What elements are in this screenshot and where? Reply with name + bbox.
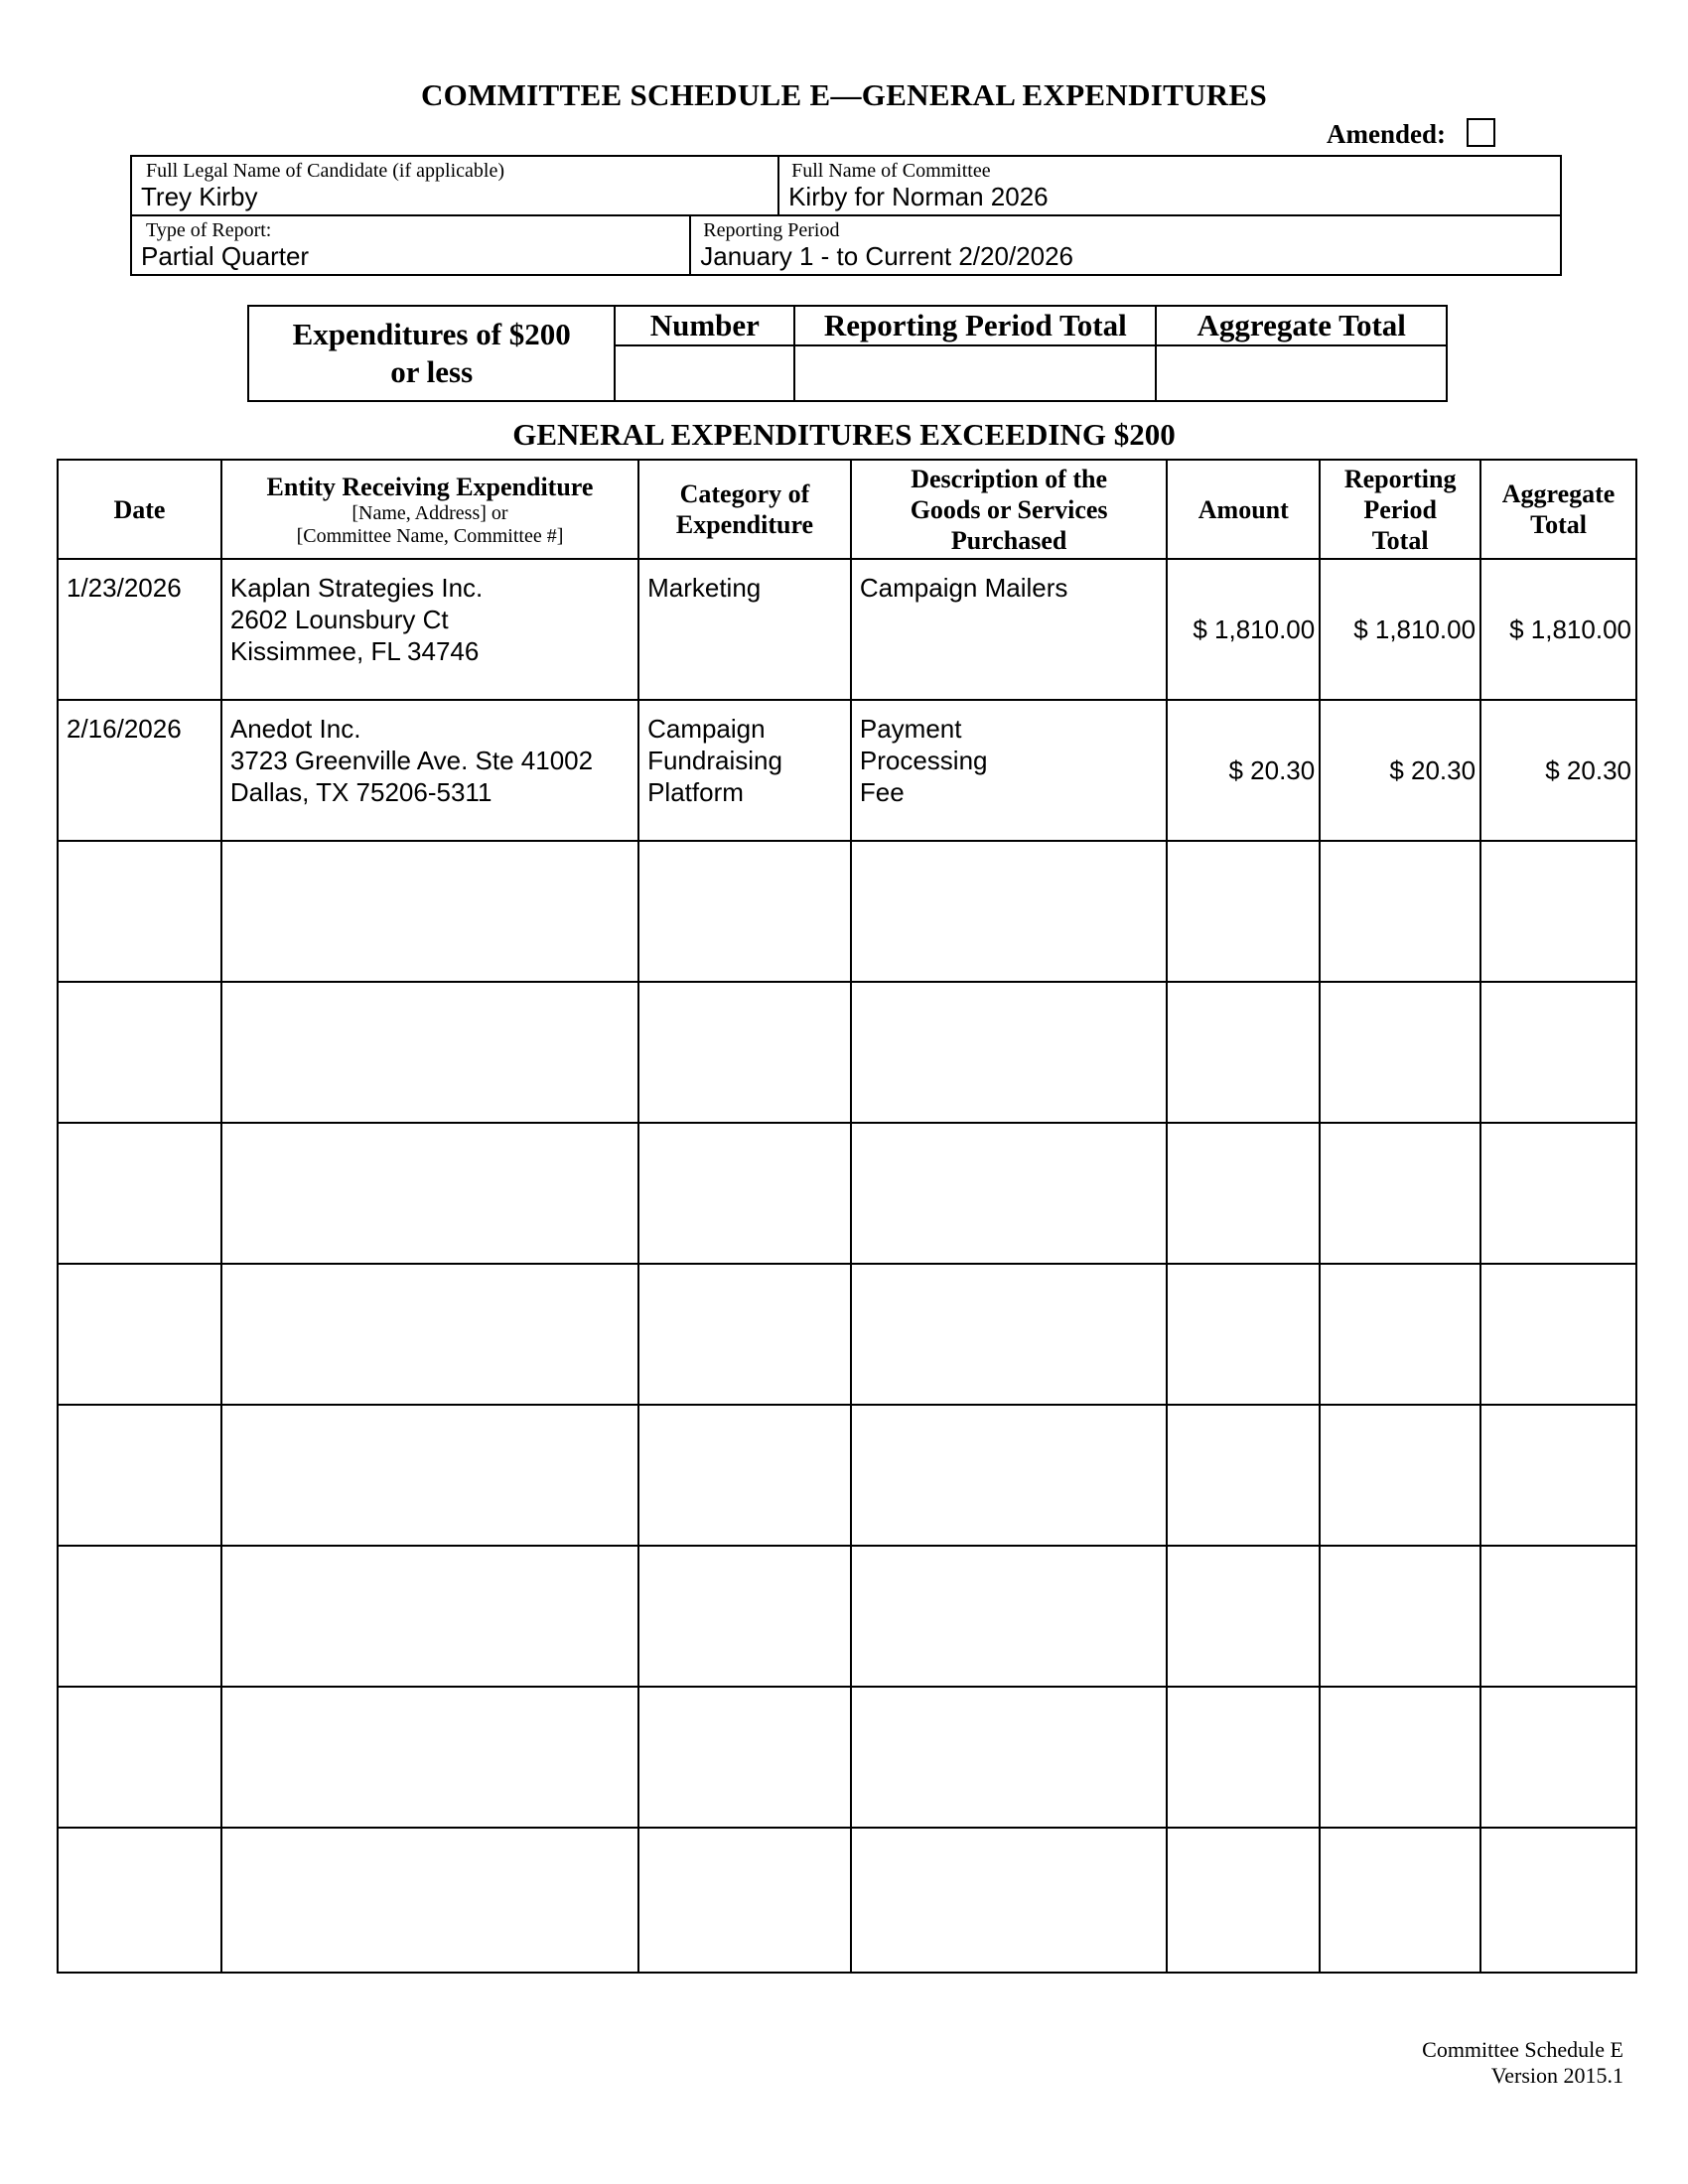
expenditures-table <box>57 459 1637 1974</box>
empty-cell[interactable] <box>638 1687 851 1828</box>
table-row-empty <box>58 1546 1636 1687</box>
empty-cell[interactable] <box>1320 1123 1480 1264</box>
committee-name-cell[interactable] <box>778 156 1561 215</box>
empty-cell[interactable] <box>851 841 1167 982</box>
summary-period-total-field[interactable] <box>794 345 1156 401</box>
empty-cell[interactable] <box>1480 982 1636 1123</box>
empty-cell[interactable] <box>638 1405 851 1546</box>
empty-cell[interactable] <box>58 1123 221 1264</box>
table-row <box>58 559 1636 700</box>
footer-form-name: Committee Schedule E <box>1422 2037 1623 2062</box>
empty-cell[interactable] <box>221 1828 638 1973</box>
summary-aggregate-total-field[interactable] <box>1156 345 1447 401</box>
table-row-empty <box>58 1123 1636 1264</box>
header-date: Date <box>58 460 221 559</box>
empty-cell[interactable] <box>1480 841 1636 982</box>
header-category: Category of Expenditure <box>638 460 851 559</box>
small-expenditures-label: Expenditures of $200 or less <box>248 306 615 401</box>
empty-cell[interactable] <box>58 1687 221 1828</box>
empty-cell[interactable] <box>1167 1405 1320 1546</box>
empty-cell[interactable] <box>221 1264 638 1405</box>
summary-number-header: Number <box>615 306 794 345</box>
row-aggregate-total[interactable]: $ 20.30 <box>1480 700 1636 841</box>
table-row-empty <box>58 982 1636 1123</box>
empty-cell[interactable] <box>1167 1123 1320 1264</box>
empty-cell[interactable] <box>1320 1405 1480 1546</box>
summary-number-field[interactable] <box>615 345 794 401</box>
empty-cell[interactable] <box>851 1405 1167 1546</box>
section-title: GENERAL EXPENDITURES EXCEEDING $200 <box>512 417 1176 452</box>
empty-cell[interactable] <box>58 982 221 1123</box>
empty-cell[interactable] <box>1480 1405 1636 1546</box>
empty-cell[interactable] <box>638 1828 851 1973</box>
row-date[interactable]: 1/23/2026 <box>58 559 221 700</box>
empty-cell[interactable] <box>1167 982 1320 1123</box>
empty-cell[interactable] <box>221 1123 638 1264</box>
empty-cell[interactable] <box>851 1264 1167 1405</box>
empty-cell[interactable] <box>221 841 638 982</box>
empty-cell[interactable] <box>1167 1264 1320 1405</box>
empty-cell[interactable] <box>1320 1546 1480 1687</box>
empty-cell[interactable] <box>58 1264 221 1405</box>
empty-cell[interactable] <box>58 1828 221 1973</box>
empty-cell[interactable] <box>638 841 851 982</box>
empty-cell[interactable] <box>851 1828 1167 1973</box>
header-period-total: Reporting Period Total <box>1320 460 1480 559</box>
empty-cell[interactable] <box>1320 841 1480 982</box>
empty-cell[interactable] <box>58 841 221 982</box>
empty-cell[interactable] <box>221 982 638 1123</box>
form-title: COMMITTEE SCHEDULE E—GENERAL EXPENDITURES <box>420 77 1268 112</box>
empty-cell[interactable] <box>58 1405 221 1546</box>
row-entity[interactable]: Kaplan Strategies Inc. 2602 Lounsbury Ct Kissimmee, FL 34746 <box>221 559 638 700</box>
summary-aggregate-total-header: Aggregate Total <box>1156 306 1447 345</box>
table-row-empty <box>58 1264 1636 1405</box>
row-amount[interactable]: $ 20.30 <box>1167 700 1320 841</box>
empty-cell[interactable] <box>851 1687 1167 1828</box>
candidate-name-cell[interactable] <box>131 156 778 215</box>
row-description[interactable]: Payment Processing Fee <box>851 700 1167 841</box>
empty-cell[interactable] <box>638 982 851 1123</box>
small-expenditures-summary <box>247 305 1448 402</box>
amended-label: Amended: <box>1327 119 1446 149</box>
header-aggregate-total: Aggregate Total <box>1480 460 1636 559</box>
empty-cell[interactable] <box>1320 1828 1480 1973</box>
table-row <box>58 700 1636 841</box>
reporting-period-cell[interactable] <box>690 215 1561 275</box>
committee-name-label: Full Name of Committee <box>791 160 991 182</box>
header-description: Description of the Goods or Services Purchased <box>851 460 1167 559</box>
empty-cell[interactable] <box>1167 1828 1320 1973</box>
empty-cell[interactable] <box>221 1546 638 1687</box>
empty-cell[interactable] <box>851 982 1167 1123</box>
empty-cell[interactable] <box>1320 1687 1480 1828</box>
footer-version: Version 2015.1 <box>1490 2063 1623 2088</box>
row-description[interactable]: Campaign Mailers <box>851 559 1167 700</box>
empty-cell[interactable] <box>638 1546 851 1687</box>
row-category[interactable]: Marketing <box>638 559 851 700</box>
empty-cell[interactable] <box>58 1546 221 1687</box>
summary-period-total-header: Reporting Period Total <box>794 306 1156 345</box>
row-period-total[interactable]: $ 1,810.00 <box>1320 559 1480 700</box>
header-amount: Amount <box>1167 460 1320 559</box>
empty-cell[interactable] <box>1167 1687 1320 1828</box>
empty-cell[interactable] <box>1320 982 1480 1123</box>
empty-cell[interactable] <box>638 1264 851 1405</box>
report-info-table <box>130 155 1562 276</box>
empty-cell[interactable] <box>221 1405 638 1546</box>
row-entity[interactable]: Anedot Inc. 3723 Greenville Ave. Ste 41002 Dallas, TX 75206-5311 <box>221 700 638 841</box>
empty-cell[interactable] <box>851 1546 1167 1687</box>
reporting-period-label: Reporting Period <box>703 219 840 241</box>
reporting-period-value: January 1 - to Current 2/20/2026 <box>700 241 1074 271</box>
form-version-footer <box>1291 2037 1623 2089</box>
committee-name-value: Kirby for Norman 2026 <box>788 182 1049 211</box>
table-row-empty <box>58 1828 1636 1973</box>
row-amount[interactable]: $ 1,810.00 <box>1167 559 1320 700</box>
report-type-cell[interactable] <box>131 215 690 275</box>
empty-cell[interactable] <box>1480 1828 1636 1973</box>
table-row-empty <box>58 1687 1636 1828</box>
report-type-value: Partial Quarter <box>141 241 310 271</box>
empty-cell[interactable] <box>1320 1264 1480 1405</box>
row-date[interactable]: 2/16/2026 <box>58 700 221 841</box>
header-entity: Entity Receiving Expenditure [Name, Address] or [Committee Name, Committee #] <box>221 460 638 559</box>
empty-cell[interactable] <box>638 1123 851 1264</box>
table-row-empty <box>58 1405 1636 1546</box>
empty-cell[interactable] <box>1480 1546 1636 1687</box>
candidate-name-label: Full Legal Name of Candidate (if applicable) <box>146 160 504 182</box>
empty-cell[interactable] <box>1167 841 1320 982</box>
row-aggregate-total[interactable]: $ 1,810.00 <box>1480 559 1636 700</box>
empty-cell[interactable] <box>1480 1123 1636 1264</box>
empty-cell[interactable] <box>1480 1264 1636 1405</box>
empty-cell[interactable] <box>1167 1546 1320 1687</box>
table-row-empty <box>58 841 1636 982</box>
row-category[interactable]: Campaign Fundraising Platform <box>638 700 851 841</box>
empty-cell[interactable] <box>221 1687 638 1828</box>
amended-checkbox[interactable] <box>1467 118 1495 147</box>
candidate-name-value: Trey Kirby <box>141 182 258 211</box>
empty-cell[interactable] <box>1480 1687 1636 1828</box>
report-type-label: Type of Report: <box>146 219 272 241</box>
empty-cell[interactable] <box>851 1123 1167 1264</box>
row-period-total[interactable]: $ 20.30 <box>1320 700 1480 841</box>
